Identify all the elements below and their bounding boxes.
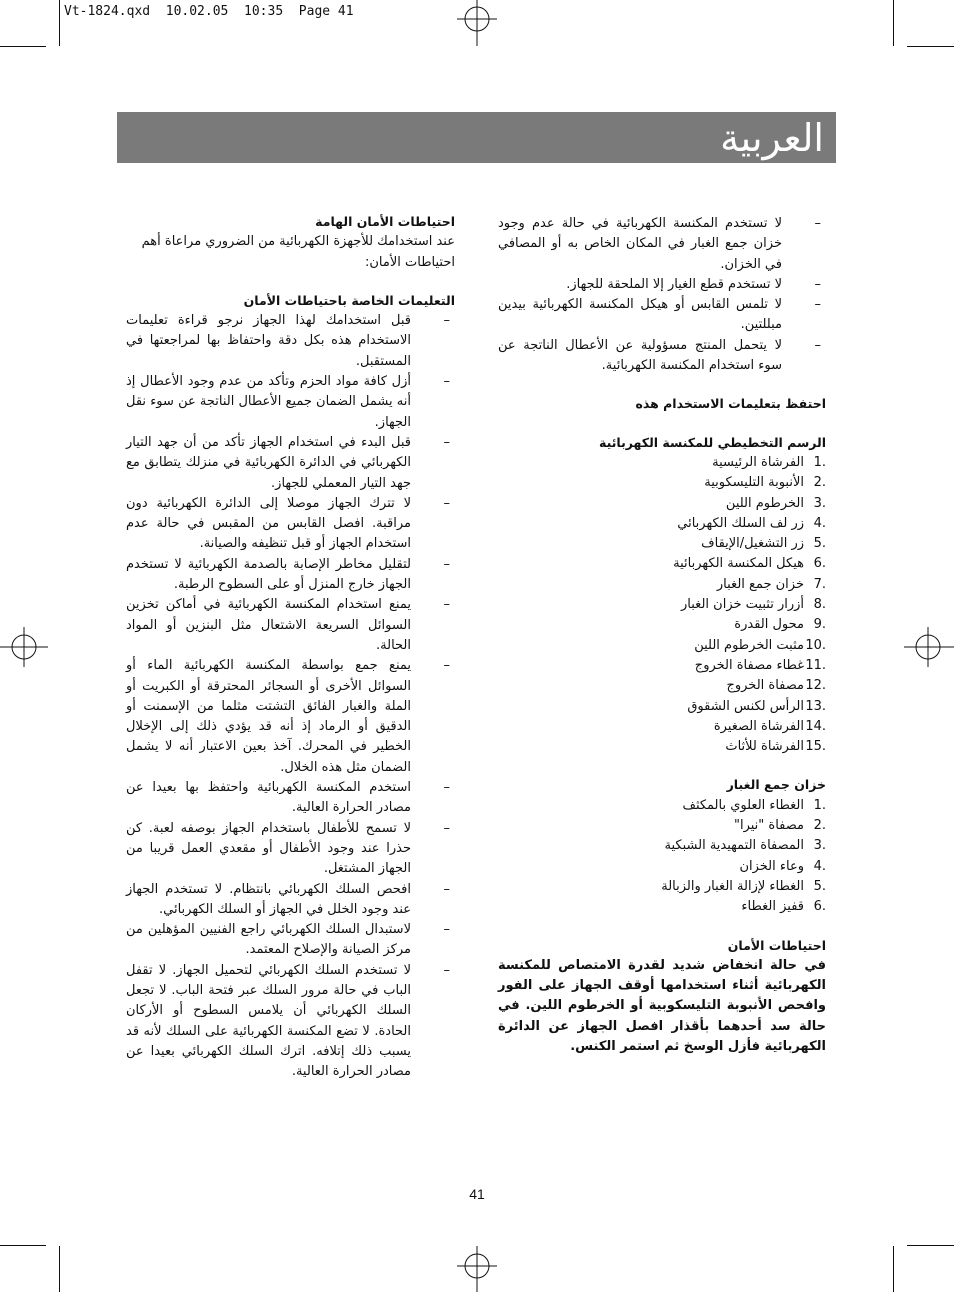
numbered-item bbox=[498, 836, 826, 856]
list-item bbox=[126, 656, 455, 778]
print-slug: Vt-1824.qxd 10.02.05 10:35 Page 41 bbox=[64, 4, 354, 19]
numbered-item bbox=[498, 453, 826, 473]
crop-mark bbox=[0, 46, 46, 47]
list-item-text: افحص السلك الكهربائي بانتظام. لا تستخدم الجهاز عند وجود الخلل في الجهاز أو السلك الكهربائي. bbox=[126, 881, 411, 917]
list-item-text: استخدم المكنسة الكهربائية واحتفظ بها بعيدا عن مصادر الحرارة العالية. bbox=[126, 780, 411, 816]
item-label: غطاء مصفاة الخروج bbox=[694, 657, 804, 673]
item-number: 15. bbox=[805, 739, 826, 755]
dash-bullet: – bbox=[443, 820, 450, 836]
item-number: 12. bbox=[805, 678, 826, 694]
list-item-text: قبل استخدامك لهذا الجهاز نرجو قراءة تعليمات الاستخدام هذه بكل دقة واحتفاظ بها لمراجعتها في المستقبل. bbox=[126, 313, 411, 369]
list-item bbox=[126, 920, 455, 961]
item-label: الرأس لكنس الشقوق bbox=[687, 698, 804, 714]
item-number: 1. bbox=[813, 797, 826, 813]
language-title: العربية bbox=[720, 116, 824, 160]
dash-bullet: – bbox=[443, 962, 450, 978]
numbered-item bbox=[498, 534, 826, 554]
item-label: خزان جمع الغبار bbox=[716, 576, 804, 592]
dash-bullet: – bbox=[443, 495, 450, 511]
crop-mark bbox=[0, 1245, 46, 1246]
dash-bullet: – bbox=[443, 780, 450, 796]
crop-mark bbox=[59, 1246, 60, 1292]
list-item-text: لا تترك الجهاز موصلا إلى الدائرة الكهربائية دون مراقبة. افصل القابس من المقبس في حالة عدم استخدام الجهاز أو قبل تنظيفه والصيانة. bbox=[126, 495, 411, 552]
language-header-bar bbox=[117, 112, 836, 163]
dash-bullet: – bbox=[443, 922, 450, 938]
list-item bbox=[498, 295, 826, 336]
dash-bullet: – bbox=[443, 881, 450, 897]
item-label: الفرشاة للأثاث bbox=[725, 739, 804, 755]
item-number: 3. bbox=[813, 838, 826, 854]
item-number: 1. bbox=[813, 454, 826, 470]
item-number: 11. bbox=[805, 657, 826, 673]
numbered-item bbox=[498, 494, 826, 514]
dash-bullet: – bbox=[814, 216, 821, 231]
item-number: 4. bbox=[813, 515, 826, 531]
item-number: 7. bbox=[813, 576, 826, 592]
crop-mark bbox=[907, 46, 954, 47]
list-item bbox=[126, 372, 455, 433]
numbered-item bbox=[498, 796, 826, 816]
numbered-item bbox=[498, 575, 826, 595]
item-number: 5. bbox=[813, 536, 826, 552]
item-number: 14. bbox=[805, 718, 826, 734]
item-number: 4. bbox=[813, 858, 826, 874]
list-item bbox=[498, 275, 826, 295]
item-number: 13. bbox=[805, 698, 826, 714]
numbered-item bbox=[498, 656, 826, 676]
item-number: 9. bbox=[813, 617, 826, 633]
crop-mark bbox=[893, 0, 894, 46]
list-item-text: يمنع جمع بواسطة المكنسة الكهربائية الماء أو السوائل الأخرى أو السجائر المحترقة أو الكبريت أو الملة والغبار الفائق التشتت مثلما من الإسمنت أو الدقيق أو الرماد إذ أنه قد يؤدي ذلك إلى الإخلال الخطير في المحرك. آخذ بعين الاعتبار أنه لا يشمل الضمان مثل هذه الخلال. bbox=[126, 658, 411, 775]
item-label: الفرشاة الصغيرة bbox=[713, 718, 804, 734]
dash-bullet: – bbox=[443, 374, 450, 390]
item-number: 2. bbox=[813, 475, 826, 491]
dash-bullet: – bbox=[443, 658, 450, 674]
item-label: المصفاة التمهيدية الشبكية bbox=[664, 838, 804, 854]
diagram-heading: الرسم التخطيطي للمكنسة الكهربائية bbox=[599, 434, 826, 450]
diagram-parts-list bbox=[498, 453, 826, 757]
numbered-item bbox=[498, 473, 826, 493]
registration-mark-top bbox=[449, 0, 505, 46]
item-number: 6. bbox=[813, 899, 826, 915]
numbered-item bbox=[498, 857, 826, 877]
numbered-item bbox=[498, 816, 826, 836]
item-label: الغطاء العلوي بالمكثف bbox=[682, 797, 804, 813]
item-label: وعاء الخزان bbox=[739, 858, 804, 874]
numbered-item bbox=[498, 697, 826, 717]
item-label: مصفاة "نيرا" bbox=[733, 818, 804, 834]
list-item-text: لا تستخدم قطع الغيار إلا الملحقة للجهاز. bbox=[566, 276, 782, 292]
right-column bbox=[498, 214, 826, 1057]
item-number: 3. bbox=[813, 495, 826, 511]
page-number: 41 bbox=[469, 1186, 485, 1202]
list-item-text: أزل كافة مواد الحزم وتأكد من عدم وجود الأعطال إذ أنه يشمل الضمان جميع الأعطال الناتجة عن سوء نقل الجهاز. bbox=[126, 374, 411, 430]
list-item bbox=[126, 595, 455, 656]
item-label: مثبت الخرطوم اللين bbox=[694, 637, 804, 653]
item-number: 10. bbox=[805, 637, 826, 653]
list-item-text: لا تلمس القابس أو هيكل المكنسة الكهربائية بيدين مبللتين. bbox=[498, 297, 782, 333]
list-item-text: لتقليل مخاطر الإصابة بالصدمة الكهربائية لا تستخدم الجهاز خارج المنزل أو على السطوح الرطبة. bbox=[126, 556, 411, 593]
item-label: قفيز الغطاء bbox=[741, 899, 804, 915]
list-item bbox=[498, 336, 826, 377]
numbered-item bbox=[498, 615, 826, 635]
list-item bbox=[126, 819, 455, 880]
numbered-item bbox=[498, 595, 826, 615]
item-label: هيكل المكنسة الكهربائية bbox=[673, 556, 804, 572]
item-number: 2. bbox=[813, 818, 826, 834]
crop-mark bbox=[59, 0, 60, 46]
crop-mark bbox=[907, 1245, 954, 1246]
left-column bbox=[126, 212, 455, 1082]
registration-mark-bottom bbox=[449, 1246, 505, 1292]
safety-heading: احتياطات الأمان bbox=[727, 937, 826, 953]
keep-instructions-heading: احتفظ بتعليمات الاستخدام هذه bbox=[635, 396, 826, 412]
list-item bbox=[126, 555, 455, 596]
tank-heading: خزان جمع الغبار bbox=[726, 777, 826, 793]
list-item bbox=[126, 880, 455, 921]
list-item-text: لا تستخدم المكنسة الكهربائية في حالة عدم وجود خزان جمع الغبار في المكان الخاص به أو المصافي في الخزان. bbox=[498, 216, 782, 272]
dash-bullet: – bbox=[814, 276, 821, 292]
item-label: زر لف السلك الكهربائي bbox=[677, 515, 804, 531]
numbered-item bbox=[498, 717, 826, 737]
item-number: 8. bbox=[813, 597, 826, 613]
list-item-text: لاستبدال السلك الكهربائي راجع الفنيين المؤهلين من مركز الصيانة والإصلاح المعتمد. bbox=[126, 922, 411, 958]
dash-bullet: – bbox=[814, 337, 821, 353]
item-label: أزرار تثبيت خزان الغبار bbox=[681, 597, 804, 613]
list-item bbox=[126, 433, 455, 494]
important-safety-heading: احتياطات الأمان الهامة bbox=[315, 214, 455, 229]
numbered-item bbox=[498, 554, 826, 574]
numbered-item bbox=[498, 514, 826, 534]
item-label: الفرشاة الرئيسية bbox=[712, 454, 804, 470]
item-label: الأنبوبة التليسكوبية bbox=[704, 475, 804, 491]
list-item-text: لا تسمح للأطفال باستخدام الجهاز بوصفه لعبة. كن حذرا عند وجود الأطفال أو مقعدي العمل قريبا من الجهاز المشتغل. bbox=[126, 820, 411, 877]
list-item-text: لا يتحمل المنتج مسؤولية عن الأعطال الناتجة عن سوء استخدام المكنسة الكهربائية. bbox=[498, 337, 782, 374]
numbered-item bbox=[498, 877, 826, 897]
safety-instructions-list bbox=[126, 311, 455, 1082]
list-item bbox=[126, 311, 455, 372]
dash-bullet: – bbox=[814, 297, 821, 313]
dash-bullet: – bbox=[443, 556, 450, 572]
important-safety-text: عند استخدامك للأجهزة الكهربائية من الضروري مراعاة أهم احتياطات الأمان: bbox=[141, 234, 455, 270]
dash-bullet: – bbox=[443, 434, 450, 450]
registration-mark-right bbox=[904, 622, 954, 672]
list-item-text: يمنع استخدام المكنسة الكهربائية في أماكن تخزين السوائل السريعة الاشتعال مثل البنزين أو المواد الحالة. bbox=[126, 597, 411, 653]
item-number: 6. bbox=[813, 556, 826, 572]
list-item-text: قبل البدء في استخدام الجهاز تأكد من أن جهد التيار الكهربائي في الدائرة الكهربائية في منزلك يتطابق مع جهد التيار المعملي للجهاز. bbox=[126, 434, 411, 491]
dash-bullet: – bbox=[443, 597, 450, 613]
intro-warnings-list bbox=[498, 214, 826, 376]
dash-bullet: – bbox=[443, 313, 450, 329]
item-label: زر التشغيل/الإيقاف bbox=[701, 536, 804, 552]
numbered-item bbox=[498, 636, 826, 656]
safety-paragraph: في حالة انخفاض شديد لقدرة الامتصاص للمكنسة الكهربائية أثناء استخدامها أوقف الجهاز على الفور وافحص الأنبوبة التليسكوبية أو الخرطوم اللين. في حالة سد أحدهما بأقذار افصل الجهاز عن الدائرة الكهربائية فأزل الوسخ ثم استمر الكنس. bbox=[498, 957, 826, 1054]
list-item-text: لا تستخدم السلك الكهربائي لتحميل الجهاز. لا تقفل الباب في حالة مرور السلك عبر فتحة الباب. لا تجعل السلك الكهربائي أن يلامس السطوح أو الأركان الحادة. لا تضع المكنسة الكهربائية على السلك لأنه قد يسبب ذلك إتلافه. اترك السلك الكهربائي بعيدا عن مصادر الحرارة العالية. bbox=[126, 962, 411, 1080]
item-label: الغطاء لإزالة الغبار والزبالة bbox=[661, 878, 804, 894]
item-label: محول القدرة bbox=[734, 617, 804, 633]
numbered-item bbox=[498, 737, 826, 757]
instructions-heading: التعليمات الخاصة باحتياطات الأمان bbox=[243, 292, 455, 308]
list-item bbox=[498, 214, 826, 275]
list-item bbox=[126, 778, 455, 819]
list-item bbox=[126, 494, 455, 555]
list-item bbox=[126, 961, 455, 1083]
item-number: 5. bbox=[813, 878, 826, 894]
item-label: الخرطوم اللين bbox=[725, 495, 804, 511]
numbered-item bbox=[498, 676, 826, 696]
numbered-item bbox=[498, 897, 826, 917]
tank-parts-list bbox=[498, 796, 826, 918]
crop-mark bbox=[893, 1246, 894, 1292]
registration-mark-left bbox=[0, 622, 50, 672]
item-label: مصفاة الخروج bbox=[726, 678, 804, 694]
